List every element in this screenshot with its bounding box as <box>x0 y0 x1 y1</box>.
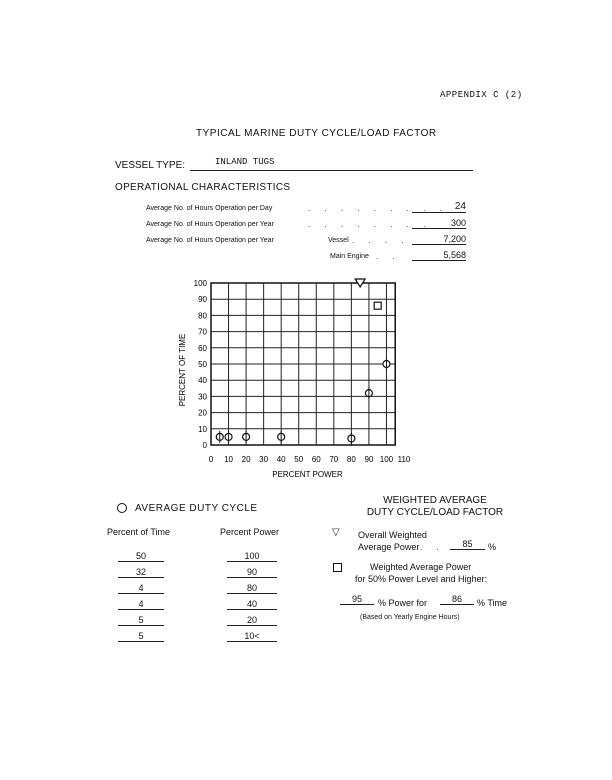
x-tick-label: 30 <box>259 455 269 464</box>
data-point-square <box>374 302 381 309</box>
square-marker-icon <box>333 563 342 572</box>
overall-weighted-unit: % <box>488 542 497 552</box>
x-tick-label: 80 <box>346 455 356 464</box>
vessel-hours-label: Vessel <box>328 237 349 244</box>
overall-weighted-value: 85 <box>450 539 485 550</box>
main-engine-value: 5,568 <box>412 250 466 261</box>
hours-per-year2-label: Average No. of Hours Operation per Year <box>146 237 274 244</box>
duty-time-cell: 4 <box>118 583 164 594</box>
hours-per-day-label: Average No. of Hours Operation per Day <box>146 205 273 212</box>
y-tick-label: 0 <box>202 441 207 450</box>
y-axis-label: PERCENT OF TIME <box>178 333 187 407</box>
duty-power-cell: 20 <box>227 615 277 626</box>
y-tick-label: 40 <box>198 376 207 386</box>
page-title: TYPICAL MARINE DUTY CYCLE/LOAD FACTOR <box>196 128 437 139</box>
duty-power-cell: 90 <box>227 567 277 578</box>
duty-power-cell: 40 <box>227 599 277 610</box>
x-axis-label: PERCENT POWER <box>272 470 343 479</box>
leader-dots: . . . . <box>352 236 410 245</box>
col-header-time: Percent of Time <box>107 527 171 537</box>
y-tick-label: 60 <box>198 343 207 353</box>
power50-line2: for 50% Power Level and Higher: <box>355 574 488 584</box>
weighted-heading-line1: WEIGHTED AVERAGE <box>383 495 487 506</box>
triangle-marker-icon: ▽ <box>332 527 340 538</box>
leader-dots: . . <box>376 252 401 261</box>
x-tick-label: 20 <box>241 455 251 464</box>
duty-time-cell: 32 <box>118 567 164 578</box>
y-tick-label: 50 <box>198 360 207 369</box>
x-tick-label: 70 <box>329 455 339 464</box>
x-tick-label: 90 <box>364 455 374 464</box>
weighted-heading-line2: DUTY CYCLE/LOAD FACTOR <box>366 507 504 518</box>
x-tick-label: 0 <box>208 455 214 464</box>
duty-cycle-legend-label: AVERAGE DUTY CYCLE <box>135 503 258 514</box>
col-header-power: Percent Power <box>220 527 280 537</box>
duty-time-cell: 4 <box>118 599 164 610</box>
hours-per-year-label: Average No. of Hours Operation per Year <box>146 221 274 228</box>
vessel-type-value: INLAND TUGS <box>215 157 275 167</box>
leader-dots: . . <box>420 543 445 552</box>
power-for-label: % Power for <box>378 598 428 608</box>
appendix-label: APPENDIX C (2) <box>440 90 523 100</box>
x-tick-label: 60 <box>311 455 321 464</box>
y-tick-label: 100 <box>193 279 207 288</box>
circle-marker-icon <box>117 503 127 513</box>
vessel-type-label: VESSEL TYPE: <box>115 160 186 171</box>
y-tick-label: 20 <box>198 408 207 418</box>
duty-power-cell: 10< <box>227 631 277 642</box>
power-value: 95 <box>340 594 374 605</box>
duty-power-cell: 80 <box>227 583 277 594</box>
power50-line1: Weighted Average Power <box>370 562 472 572</box>
duty-time-cell: 5 <box>118 631 164 642</box>
hours-per-day-value: 24 <box>412 201 466 213</box>
time-value: 86 <box>440 594 474 605</box>
duty-time-cell: 50 <box>118 551 164 562</box>
x-tick-label: 50 <box>294 455 304 464</box>
overall-weighted-line2: Average Power <box>358 542 420 552</box>
main-engine-label: Main Engine <box>330 253 369 260</box>
duty-power-cell: 100 <box>227 551 277 562</box>
y-tick-label: 80 <box>198 311 207 321</box>
x-tick-label: 10 <box>224 455 233 464</box>
overall-weighted-line1: Overall Weighted <box>358 530 427 540</box>
time-unit: % Time <box>477 598 508 608</box>
leader-dots: . . . . . . . . . <box>308 204 448 213</box>
operational-heading: OPERATIONAL CHARACTERISTICS <box>115 182 291 193</box>
y-tick-label: 90 <box>198 295 207 305</box>
y-tick-label: 30 <box>198 392 207 402</box>
x-tick-label: 110 <box>397 455 411 464</box>
x-tick-label: 100 <box>379 455 394 464</box>
duty-time-cell: 5 <box>118 615 164 626</box>
y-tick-label: 70 <box>198 327 207 337</box>
hours-per-year-value: 300 <box>412 218 466 229</box>
leader-dots: . . . . . . . . <box>308 220 432 229</box>
engine-hours-note: (Based on Yearly Engine Hours) <box>360 614 460 621</box>
x-tick-label: 40 <box>276 455 286 464</box>
y-tick-label: 10 <box>198 424 207 434</box>
vessel-hours-value: 7,200 <box>412 234 466 245</box>
